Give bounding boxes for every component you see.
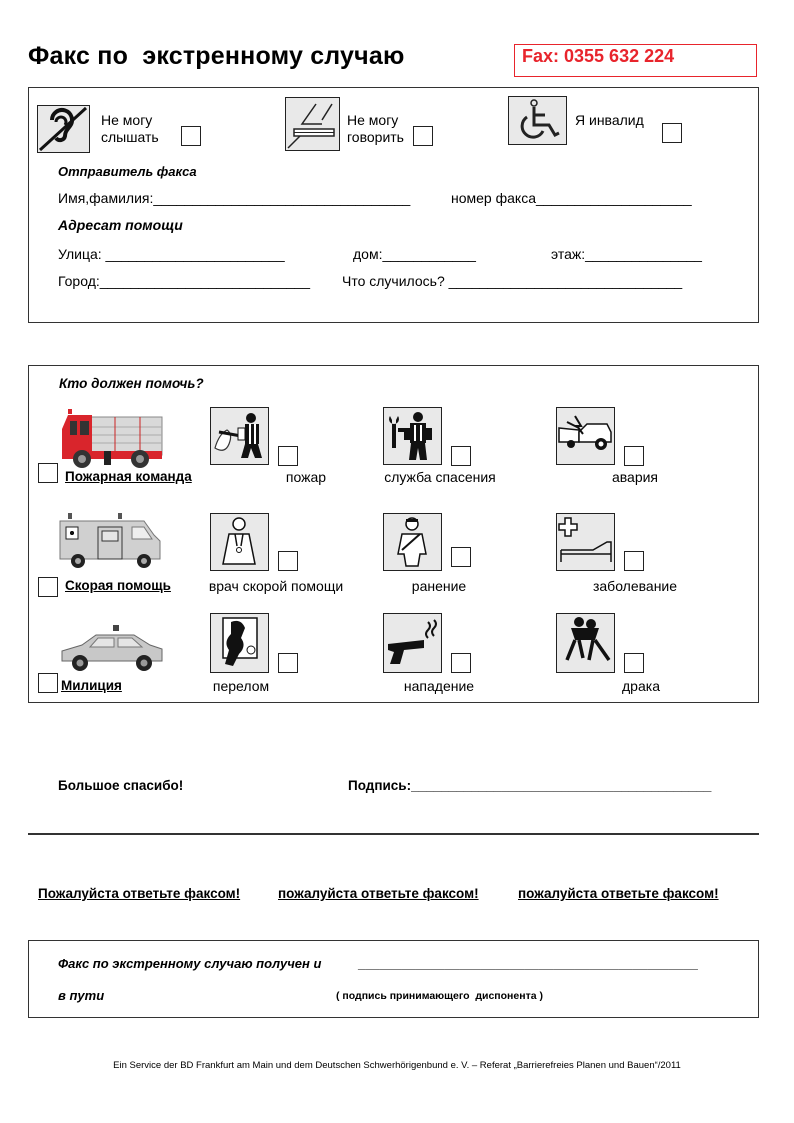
fax-number-box: Fax: 0355 632 224 — [514, 44, 757, 77]
wheelchair-icon — [508, 96, 567, 145]
fire-truck-icon — [60, 407, 165, 469]
illness-label: заболевание — [592, 578, 678, 594]
reply-request-1: Пожалуйста ответьте факсом! — [38, 886, 241, 901]
cannot-hear-checkbox[interactable] — [181, 126, 201, 146]
thanks-text: Большое спасибо! — [58, 778, 184, 793]
gun-icon — [383, 613, 442, 673]
ambulance-icon — [58, 513, 162, 573]
reply-request-3: пожалуйста ответьте факсом! — [518, 886, 719, 901]
injury-checkbox[interactable] — [451, 547, 471, 567]
car-accident-icon — [556, 407, 615, 465]
police-checkbox[interactable] — [38, 673, 58, 693]
condition-label: Не могу — [347, 112, 399, 128]
fight-label: драка — [622, 678, 660, 694]
injury-label: ранение — [411, 578, 467, 594]
condition-label: Я инвалид — [575, 112, 644, 128]
dispatcher-signature-field[interactable]: _______________________________________________ — [358, 956, 698, 971]
signature-field[interactable]: Подпись:________________________________________ — [348, 778, 712, 793]
firefighter-icon — [210, 407, 269, 465]
condition-label: слышать — [101, 129, 159, 145]
confirmation-section — [28, 940, 759, 1018]
floor-field[interactable]: этаж:_______________ — [551, 246, 702, 262]
speech-impaired-icon — [285, 97, 340, 151]
sender-name-field[interactable]: Имя,фамилия:_________________________________ — [58, 190, 411, 206]
rescue-service-label: служба спасения — [384, 469, 496, 485]
divider — [28, 833, 759, 835]
fire-label: пожар — [285, 469, 327, 485]
attack-label: нападение — [403, 678, 475, 694]
cannot-speak-checkbox[interactable] — [413, 126, 433, 146]
footer-credit: Ein Service der BD Frankfurt am Main und dem Deutschen Schwerhörigenbund e. V. – Referat „Barrierefreies Planen und Bauen“/2011 — [113, 1060, 681, 1071]
condition-label: говорить — [347, 129, 404, 145]
ambulance-checkbox[interactable] — [38, 577, 58, 597]
street-field[interactable]: Улица: _______________________ — [58, 246, 285, 262]
rescue-service-checkbox[interactable] — [451, 446, 471, 466]
fire-brigade-checkbox[interactable] — [38, 463, 58, 483]
burglar-icon — [210, 613, 269, 673]
house-field[interactable]: дом:____________ — [353, 246, 476, 262]
fire-brigade-label: Пожарная команда — [65, 469, 192, 484]
fire-checkbox[interactable] — [278, 446, 298, 466]
fight-icon — [556, 613, 615, 673]
disabled-checkbox[interactable] — [662, 123, 682, 143]
page-title: Факс по экстренному случаю — [28, 42, 405, 70]
fracture-checkbox[interactable] — [278, 653, 298, 673]
injured-person-icon — [383, 513, 442, 571]
what-happened-field[interactable]: Что случилось? ______________________________ — [342, 273, 683, 289]
fight-checkbox[interactable] — [624, 653, 644, 673]
emergency-doctor-label: врач скорой помощи — [208, 578, 344, 594]
accident-checkbox[interactable] — [624, 446, 644, 466]
on-the-way-text: в пути — [58, 988, 105, 1003]
city-field[interactable]: Город:___________________________ — [58, 273, 310, 289]
fracture-label: перелом — [212, 678, 270, 694]
help-heading: Кто должен помочь? — [59, 376, 204, 391]
condition-label: Не могу — [101, 112, 153, 128]
recipient-heading: Адресат помощи — [58, 217, 183, 233]
hearing-impaired-icon — [37, 105, 90, 153]
sender-fax-field[interactable]: номер факса____________________ — [451, 190, 692, 206]
police-car-icon — [58, 625, 166, 675]
sender-heading: Отправитель факса — [58, 164, 197, 179]
doctor-icon — [210, 513, 269, 571]
hospital-bed-icon — [556, 513, 615, 571]
confirmation-text: Факс по экстренному случаю получен и — [58, 956, 322, 971]
emergency-doctor-checkbox[interactable] — [278, 551, 298, 571]
police-label: Милиция — [61, 678, 122, 693]
dispatcher-signature-caption: ( подпись принимающего диспонента ) — [336, 990, 543, 1002]
rescue-worker-icon — [383, 407, 442, 465]
ambulance-label: Скорая помощь — [65, 578, 171, 593]
accident-label: авария — [611, 469, 659, 485]
reply-request-2: пожалуйста ответьте факсом! — [278, 886, 479, 901]
illness-checkbox[interactable] — [624, 551, 644, 571]
attack-checkbox[interactable] — [451, 653, 471, 673]
